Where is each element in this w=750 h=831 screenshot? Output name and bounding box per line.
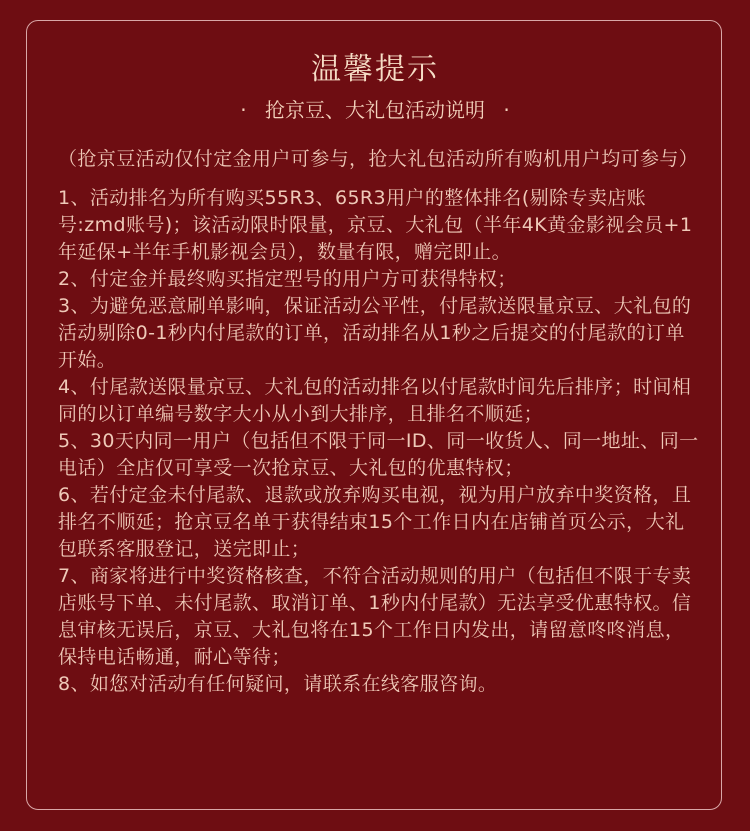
eligibility-note: （抢京豆活动仅付定金用户可参与，抢大礼包活动所有购机用户均可参与） [58,148,699,170]
rule-item-3: 3、为避免恶意刷单影响，保证活动公平性，付尾款送限量京豆、大礼包的活动剔除0-1秒内付尾款的订单，活动排名从1秒之后提交的付尾款的订单开始。 [58,295,692,371]
rule-item-5: 5、30天内同一用户（包括但不限于同一ID、同一收货人、同一地址、同一电话）全店仅可享受一次抢京豆、大礼包的优惠特权； [58,430,699,479]
page-subtitle [0,96,750,124]
subtitle-dot-left: · [240,98,247,122]
rule-item-7: 7、商家将进行中奖资格核查，不符合活动规则的用户（包括但不限于专卖店账号下单、未付尾款、取消订单、1秒内付尾款）无法享受优惠特权。信息审核无误后，京豆、大礼包将在15个工作日内发出，请留意咚咚消息，保持电话畅通，耐心等待； [58,565,692,668]
subtitle-dot-right: · [503,98,510,122]
rule-item-8: 8、如您对活动有任何疑问，请联系在线客服咨询。 [58,673,498,695]
rule-item-4: 4、付尾款送限量京豆、大礼包的活动排名以付尾款时间先后排序；时间相同的以订单编号数字大小从小到大排序，且排名不顺延； [58,376,692,425]
rules-content [58,146,700,698]
page-title: 温馨提示 [311,52,439,87]
rule-item-2: 2、付定金并最终购买指定型号的用户方可获得特权； [58,268,517,290]
rule-item-6: 6、若付定金未付尾款、退款或放弃购买电视，视为用户放弃中奖资格，且排名不顺延；抢京豆名单于获得结束15个工作日内在店铺首页公示，大礼包联系客服登记，送完即止； [58,484,692,560]
rule-item-1: 1、活动排名为所有购买55R3、65R3用户的整体排名(剔除专卖店账号:zmd账号)；该活动限时限量，京豆、大礼包（半年4K黄金影视会员+1年延保+半年手机影视会员），数量有限，赠完即止。 [58,187,693,263]
subtitle-text: 抢京豆、大礼包活动说明 [265,98,485,122]
